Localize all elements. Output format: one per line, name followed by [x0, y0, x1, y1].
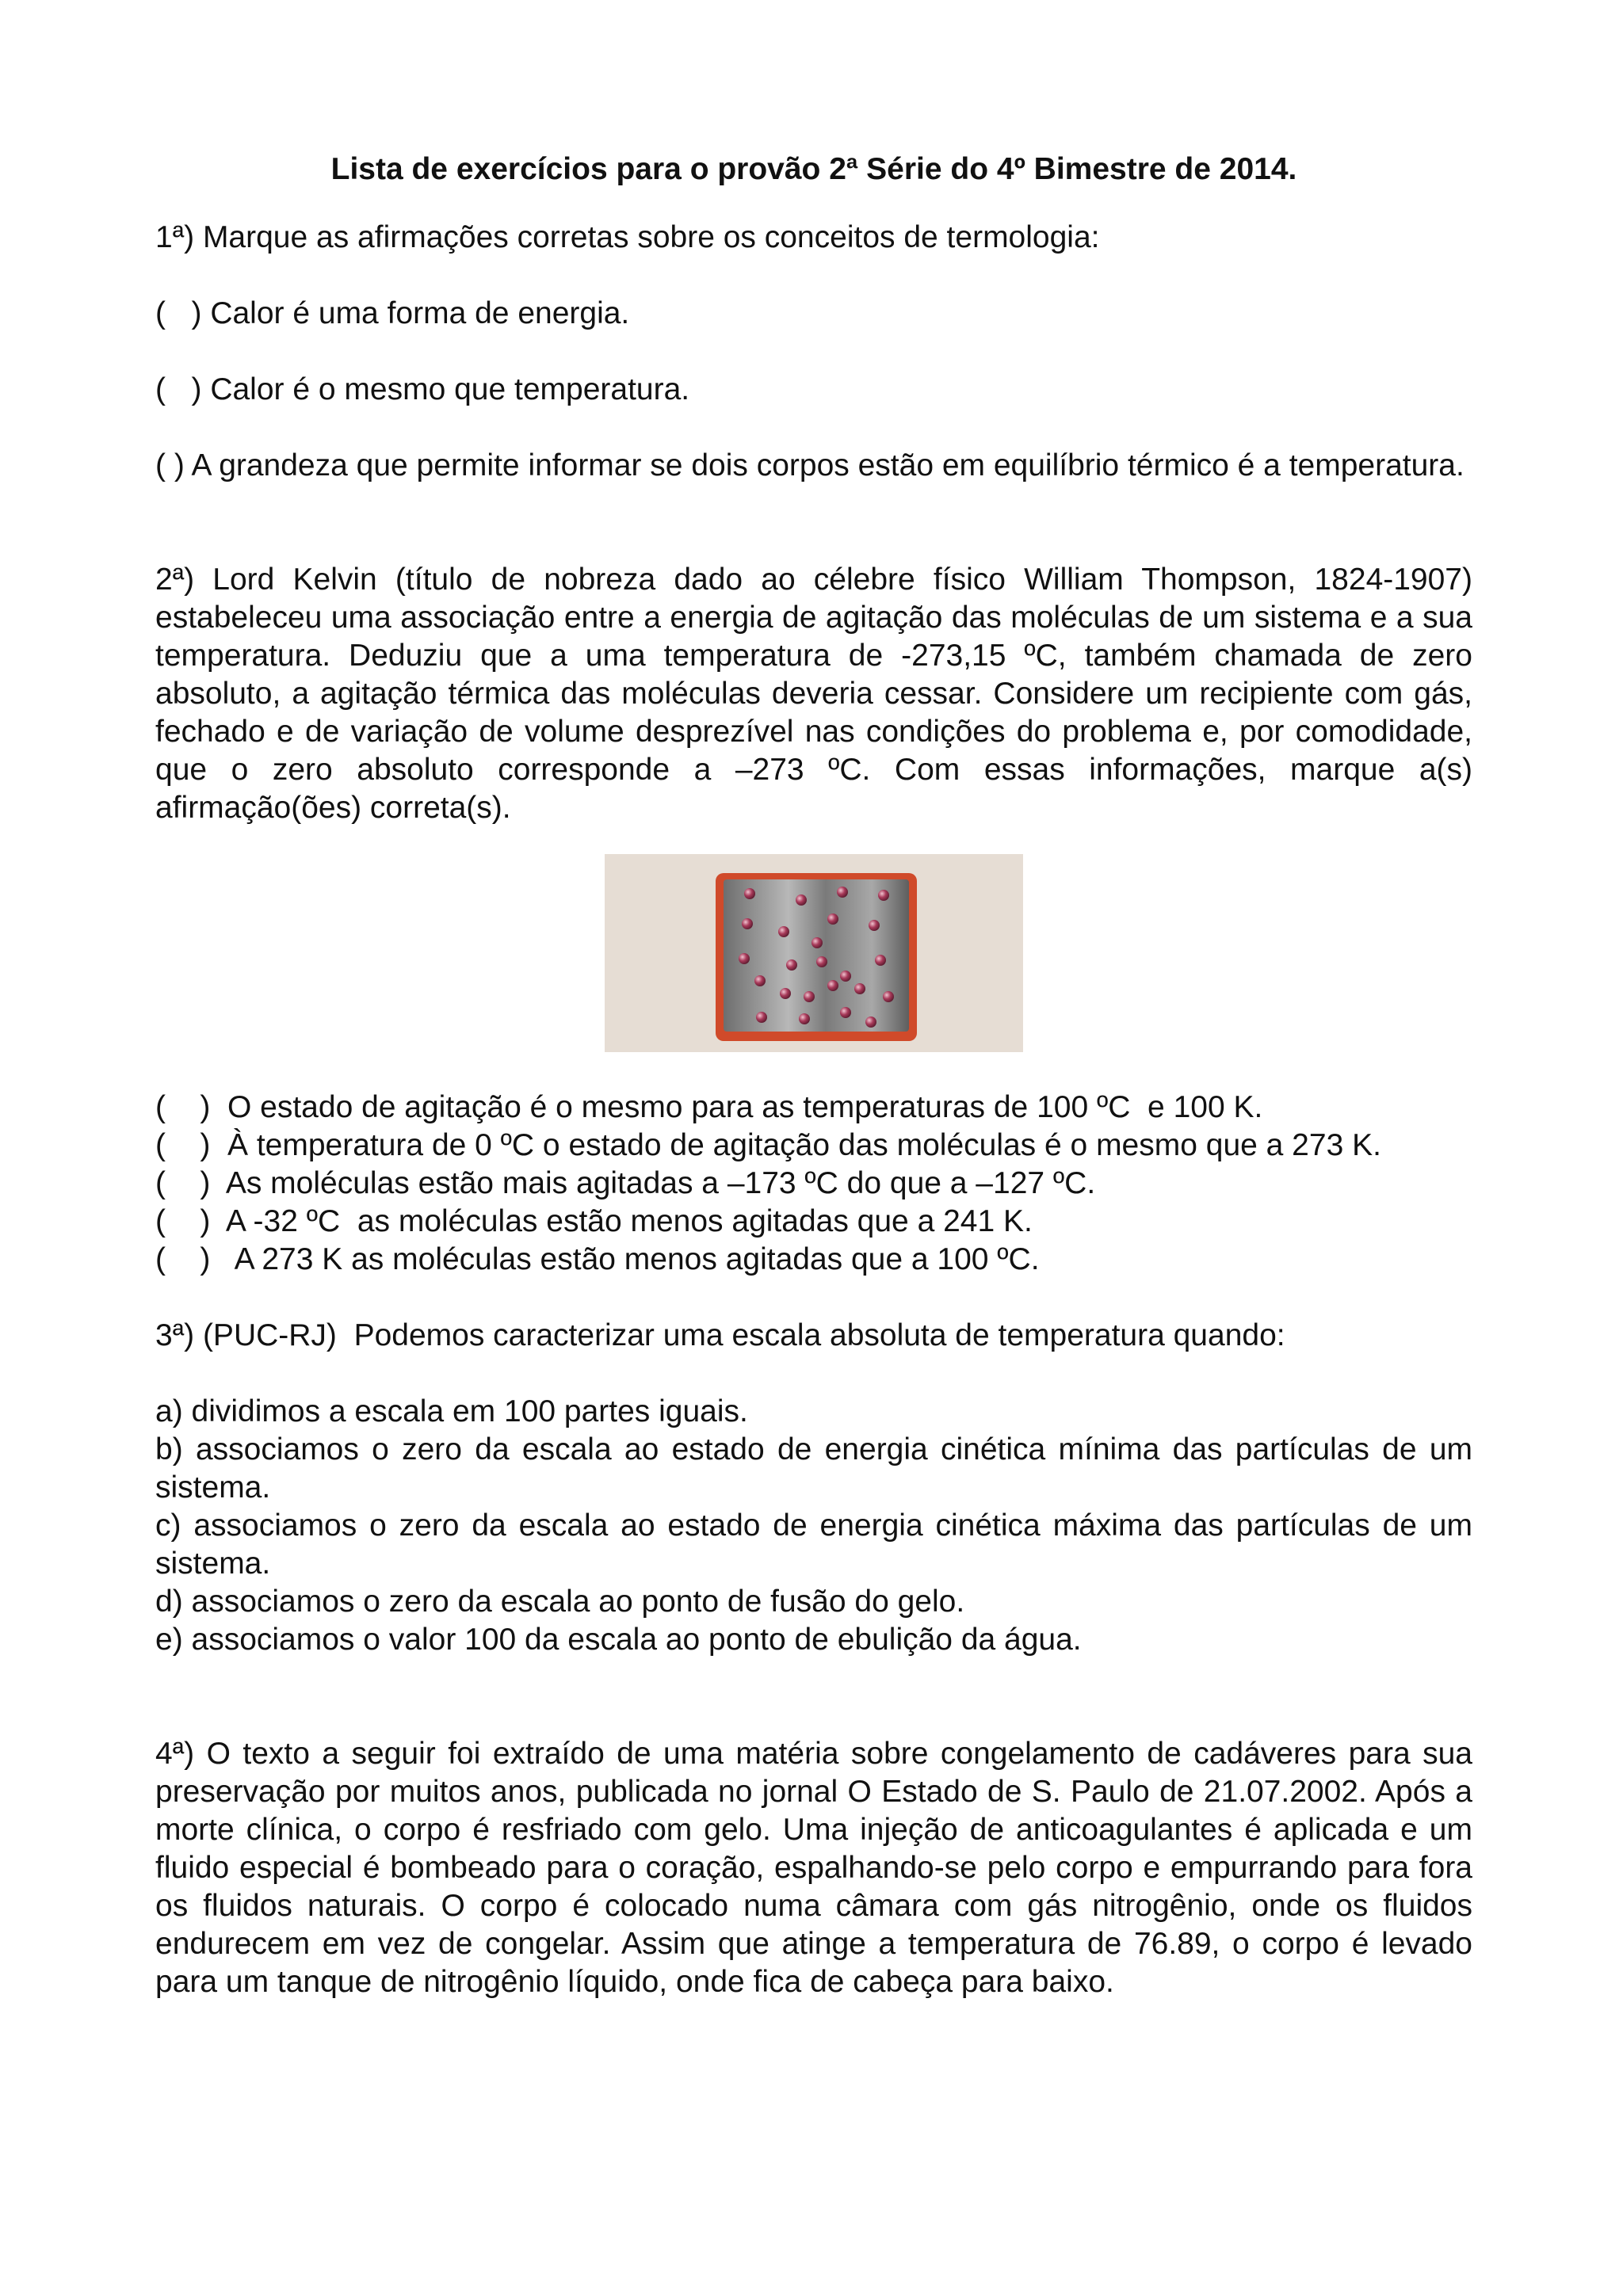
gas-container-illustration — [605, 854, 1023, 1052]
figure-wrap — [155, 854, 1472, 1052]
q3-prompt: 3ª) (PUC-RJ) Podemos caracterizar uma escala absoluta de temperatura quando: — [155, 1318, 1285, 1352]
q1-option-1: ( ) Calor é uma forma de energia. — [155, 296, 630, 330]
molecule — [756, 1012, 767, 1023]
q2-option-2: ( ) À temperatura de 0 ºC o estado de agitação das moléculas é o mesmo que a 273 K. — [155, 1128, 1381, 1162]
molecule — [869, 920, 880, 931]
molecule — [780, 988, 791, 999]
q3-option-c: c) associamos o zero da escala ao estado de energia cinética máxima das partículas de um sistema. — [155, 1508, 1472, 1581]
q2-option-1: ( ) O estado de agitação é o mesmo para as temperaturas de 100 ºC e 100 K. — [155, 1090, 1263, 1124]
molecule — [742, 918, 753, 929]
q2-prompt: 2ª) Lord Kelvin (título de nobreza dado ao célebre físico William Thompson, 1824-1907) estabeleceu uma associação entre a energia de agitação das moléculas de um sistema e a sua temperatura. Deduziu que a uma temperatura de -273,15 ºC, também chamada de zero absoluto, a agitação térmica das moléculas deveria cessar. Considere um recipiente com gás, fechado e de variação de volume desprezível nas condições do problema e, por comodidade, que o zero absoluto corresponde a –273 ºC. Com essas informações, marque a(s) afirmação(ões) correta(s). — [155, 563, 1472, 825]
molecule — [744, 888, 755, 899]
molecule — [837, 887, 848, 898]
q1-prompt: 1ª) Marque as afirmações corretas sobre os conceitos de termologia: — [155, 220, 1100, 254]
molecule — [827, 913, 838, 925]
molecule — [816, 956, 827, 967]
molecule — [878, 890, 889, 901]
q2-option-4: ( ) A -32 ºC as moléculas estão menos agitadas que a 241 K. — [155, 1204, 1033, 1238]
molecule — [827, 980, 838, 991]
molecule — [883, 991, 894, 1002]
q4-prompt: 4ª) O texto a seguir foi extraído de uma matéria sobre congelamento de cadáveres para sua preservação por muitos anos, publicada no jornal O Estado de S. Paulo de 21.07.2002. Após a morte clínica, o corpo é resfriado com gelo. Uma injeção de anticoagulantes é aplicada e um fluido especial é bombeado para o coração, espalhando-se pelo corpo e empurrando para fora os fluidos naturais. O corpo é colocado numa câmara com gás nitrogênio, onde os fluidos endurecem em vez de congelar. Assim que atinge a temperatura de 76.89, o corpo é levado para um tanque de nitrogênio líquido, onde fica de cabeça para baixo. — [155, 1737, 1472, 1999]
q3-option-a: a) dividimos a escala em 100 partes iguais. — [155, 1394, 748, 1428]
molecule — [786, 959, 797, 971]
q2-option-5: ( ) A 273 K as moléculas estão menos agitadas que a 100 ºC. — [155, 1242, 1040, 1276]
q3-option-e: e) associamos o valor 100 da escala ao ponto de ebulição da água. — [155, 1623, 1082, 1657]
q1-option-2: ( ) Calor é o mesmo que temperatura. — [155, 372, 690, 406]
molecule — [754, 975, 766, 986]
molecule — [778, 926, 789, 937]
molecule — [796, 894, 807, 906]
molecule — [854, 983, 865, 994]
molecule — [840, 971, 851, 982]
molecule — [875, 955, 886, 966]
page-title: Lista de exercícios para o provão 2ª Série do 4º Bimestre de 2014. — [330, 152, 1297, 186]
molecule — [799, 1013, 810, 1024]
molecule — [865, 1016, 876, 1028]
molecule — [739, 953, 750, 964]
q1-option-3: ( ) A grandeza que permite informar se dois corpos estão em equilíbrio térmico é a temperatura. — [155, 448, 1465, 482]
q2-option-3: ( ) As moléculas estão mais agitadas a –173 ºC do que a –127 ºC. — [155, 1166, 1096, 1200]
molecule — [812, 937, 823, 948]
q3-option-d: d) associamos o zero da escala ao ponto de fusão do gelo. — [155, 1585, 965, 1619]
molecule — [804, 991, 815, 1002]
molecule — [840, 1007, 851, 1018]
q3-option-b: b) associamos o zero da escala ao estado de energia cinética mínima das partículas de um sistema. — [155, 1432, 1472, 1505]
